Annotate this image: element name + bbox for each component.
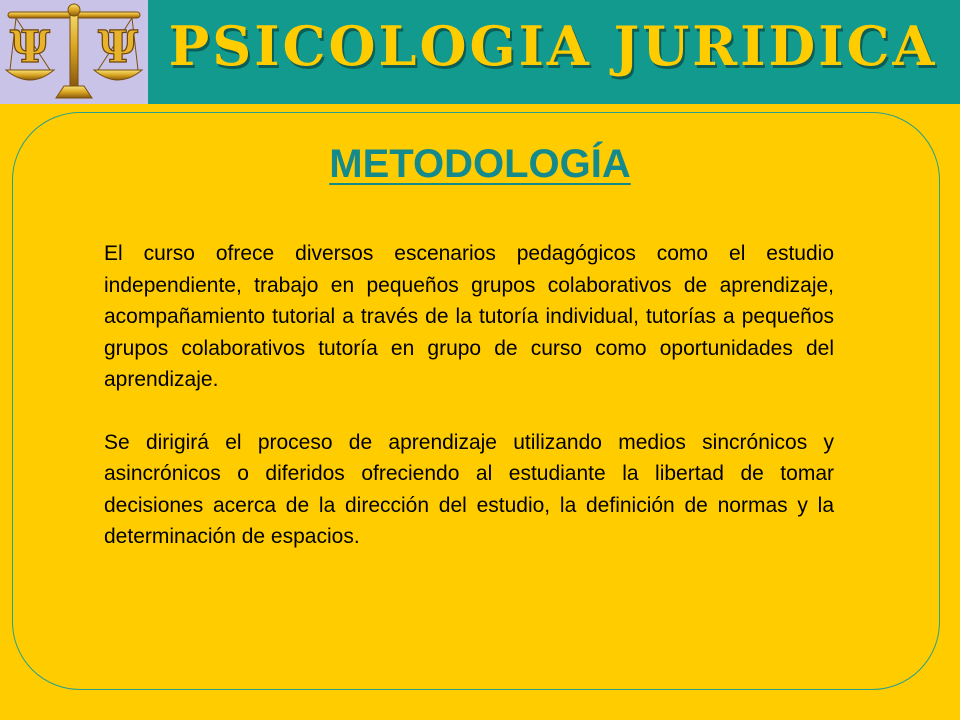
svg-text:Ψ: Ψ xyxy=(97,22,139,73)
paragraph-2: Se dirigirá el proceso de aprendizaje utilizando medios sincrónicos y asincrónicos o diferidos ofreciendo al estudiante la libertad de tomar decisiones acerca de la dirección del estudio, la definición de normas y la determinación de espacios. xyxy=(104,430,834,548)
page-title: PSICOLOGIA JURIDICA xyxy=(168,14,938,78)
svg-text:Ψ: Ψ xyxy=(9,22,51,73)
paragraph-1: El curso ofrece diversos escenarios pedagógicos como el estudio independiente, trabajo en pequeños grupos colaborativos de aprendizaje, acompañamiento tutorial a través de la tutoría individual, tutorías a pequeños grupos colaborativos tutoría en grupo de curso como oportunidades del aprendizaje. xyxy=(104,242,834,391)
justice-scale-psi-icon xyxy=(0,0,148,104)
section-heading: METODOLOGÍA xyxy=(329,142,631,186)
logo xyxy=(0,0,148,104)
header-bar xyxy=(0,0,960,104)
body-text xyxy=(104,238,834,553)
